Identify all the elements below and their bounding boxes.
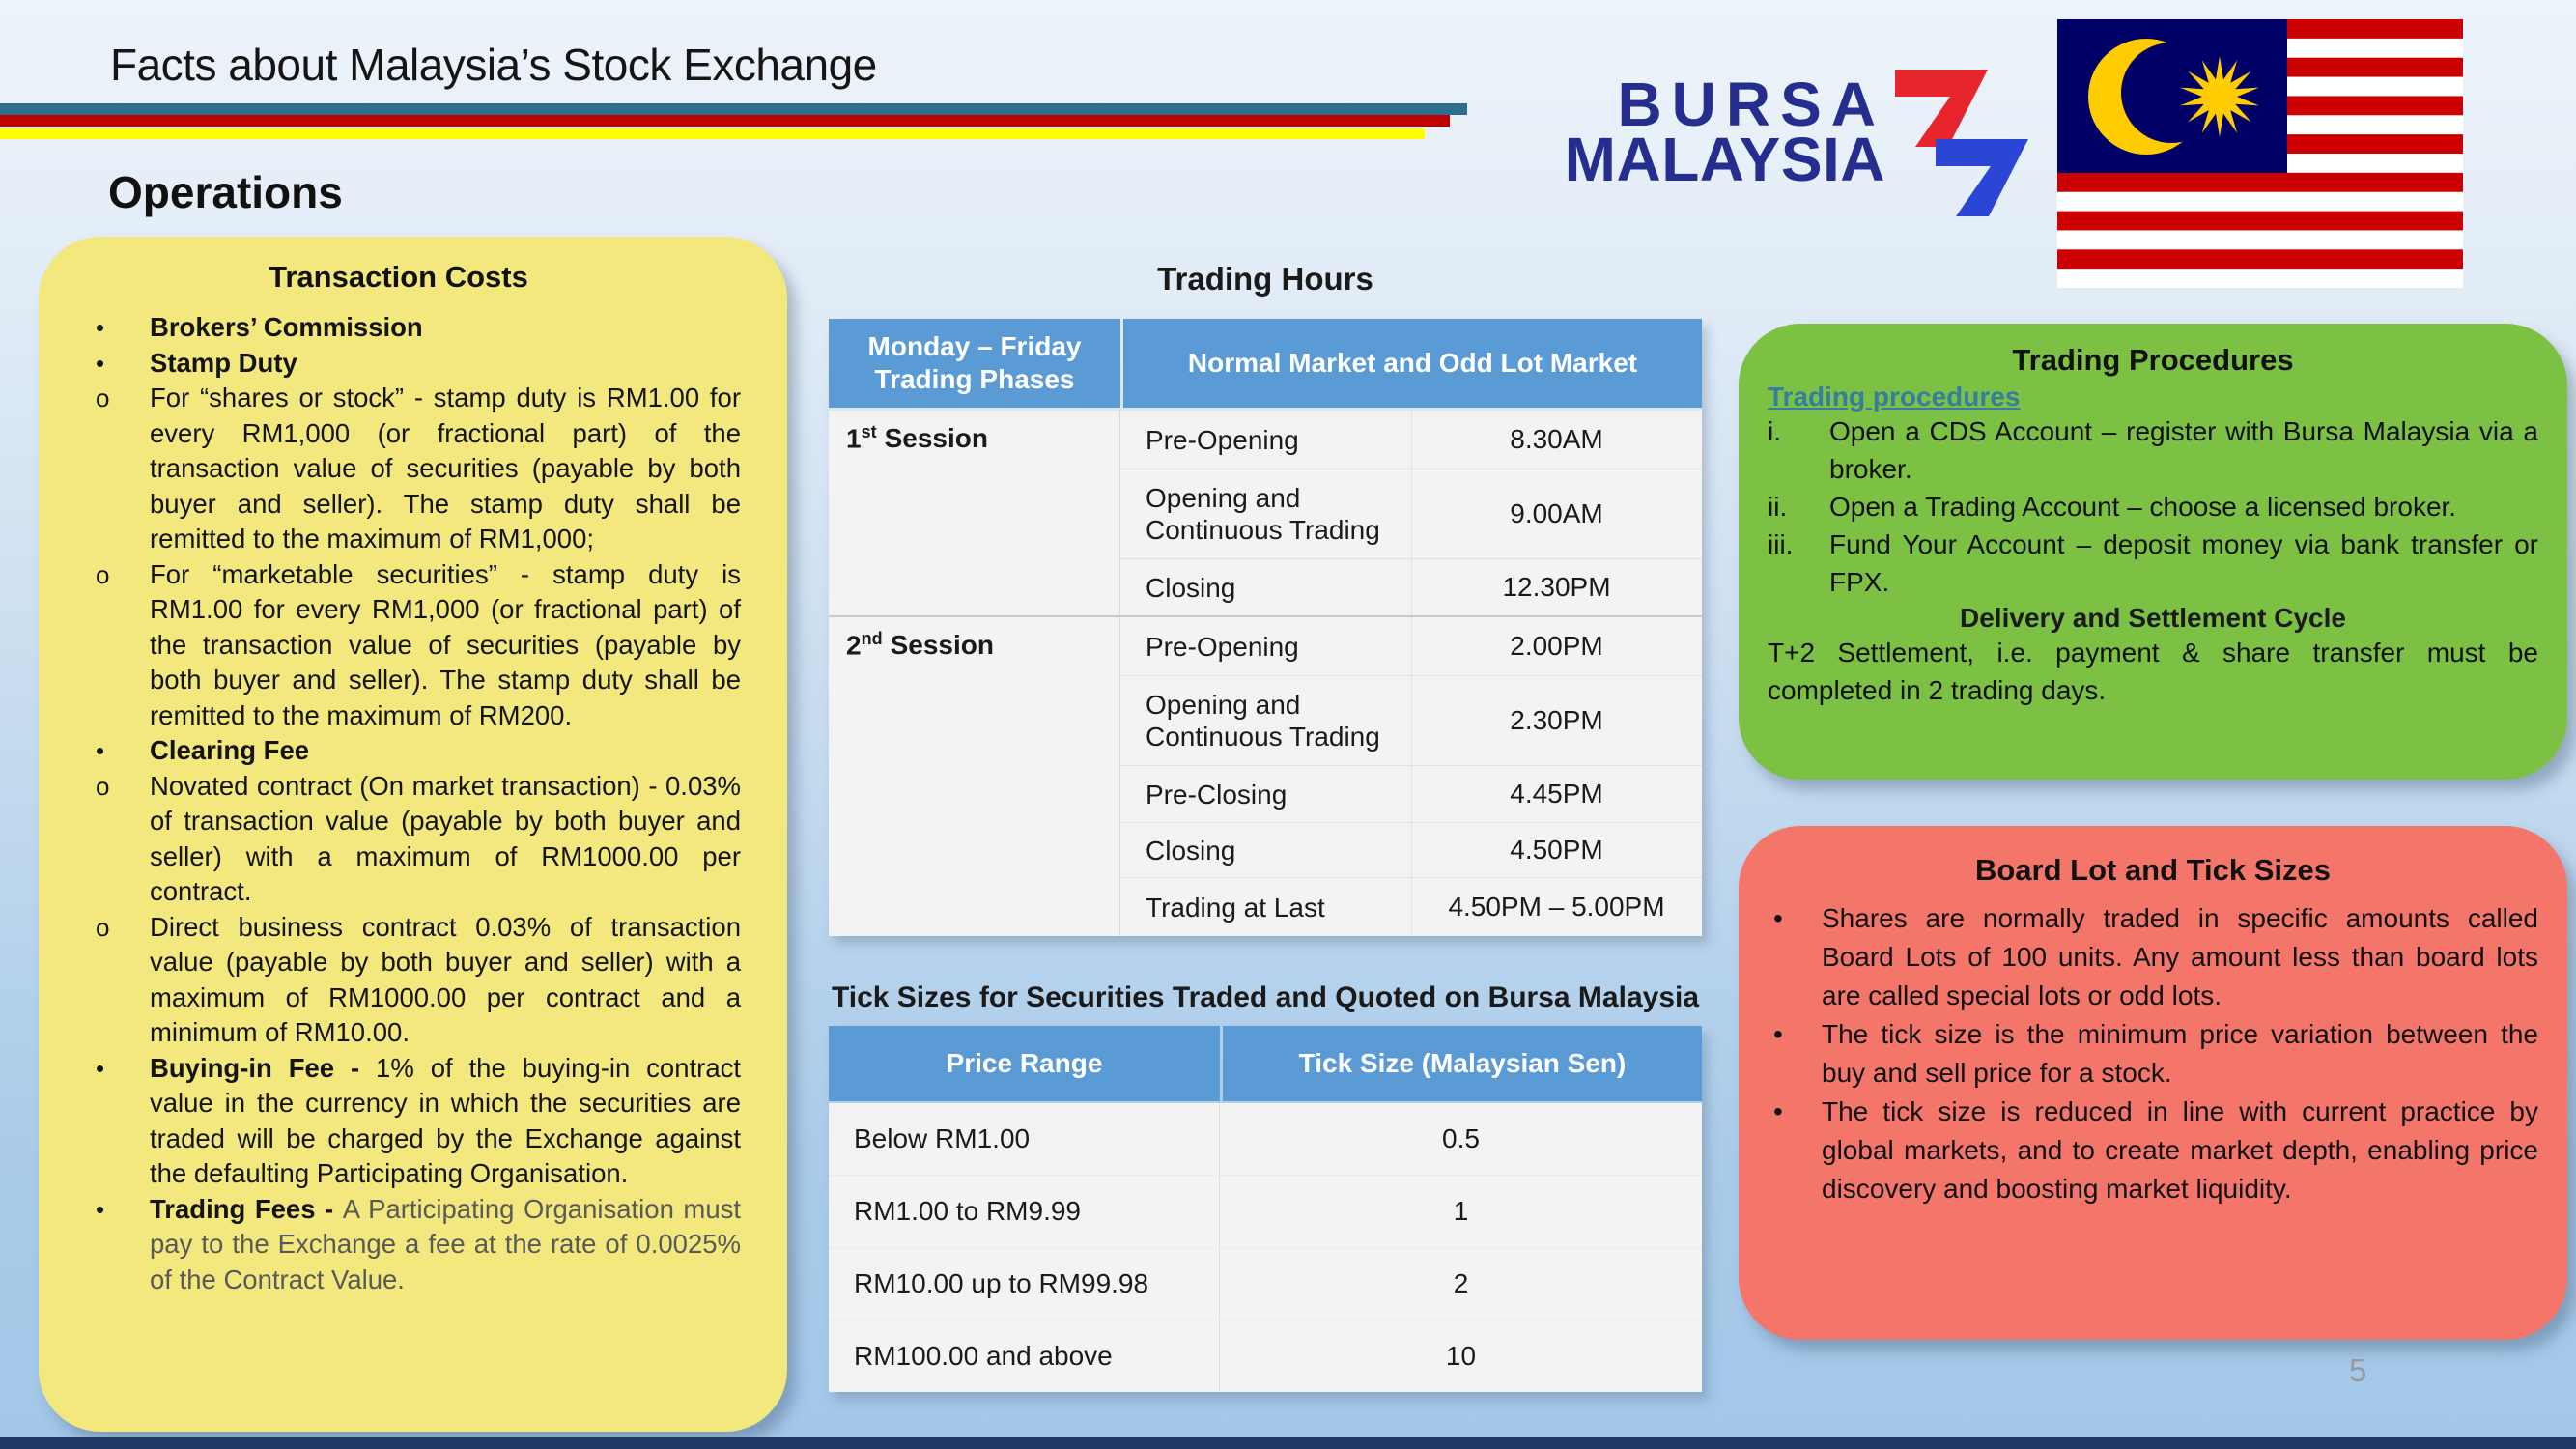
table-row: Trading at Last 4.50PM – 5.00PM	[1120, 877, 1702, 936]
list-item: • The tick size is reduced in line with current practice by global markets, and to create market depth, enabling price discovery and boosting market liquidity.	[1768, 1093, 2538, 1208]
board-lot-list	[1768, 899, 2538, 1208]
bullet-icon: •	[1773, 1019, 1783, 1049]
delivery-settlement-subheading: Delivery and Settlement Cycle	[1960, 603, 2346, 633]
session-2-group	[829, 615, 1702, 936]
table-row: Below RM1.00 0.5	[829, 1103, 1702, 1175]
circle-bullet-icon: o	[96, 912, 110, 942]
accent-stripe-teal	[0, 103, 1467, 115]
trading-hours-table	[829, 319, 1702, 936]
tick-sizes-table-header	[829, 1026, 1702, 1101]
table-row: Opening and Continuous Trading 9.00AM	[1120, 469, 1702, 558]
trading-hours-title: Trading Hours	[1157, 261, 1373, 297]
logo-word-malaysia: MALAYSIA	[1564, 125, 1885, 194]
list-item: • Stamp Duty	[92, 346, 741, 382]
transaction-costs-title: Transaction Costs	[269, 260, 528, 294]
list-item: • Trading Fees - A Participating Organisation must pay to the Exchange a fee at the rate of 0.0025% of the Contract Value.	[96, 1193, 742, 1294]
trading-procedures-box	[1739, 324, 2567, 780]
list-item: o Novated contract (On market transaction) - 0.03% of transaction value (payable by both buyer and seller) with a maximum of RM1000.00 per contract.	[96, 770, 741, 906]
tick-sizes-heading: Tick Sizes for Securities Traded and Quoted on Bursa Malaysia	[831, 981, 1700, 1013]
section-heading-operations: Operations	[108, 167, 343, 217]
trading-hours-table-body	[829, 411, 1702, 936]
column-header: Normal Market and Odd Lot Market	[1123, 319, 1702, 408]
session-cell: 1st Session	[829, 411, 1120, 615]
list-item: • The tick size is the minimum price variation between the buy and sell price for a stock.	[1768, 1015, 2538, 1093]
list-item: o Direct business contract 0.03% of transaction value (payable by both buyer and seller) with a maximum of RM1000.00 per contract and a minimum of RM10.00.	[96, 911, 741, 1047]
trading-procedures-link[interactable]: Trading procedures	[1768, 382, 2021, 412]
circle-bullet-icon: o	[96, 559, 110, 589]
circle-bullet-icon: o	[96, 771, 110, 801]
transaction-costs-box	[39, 237, 787, 1432]
table-row: Pre-Opening 2.00PM	[1120, 617, 1702, 675]
list-item: • Shares are normally traded in specific amounts called Board Lots of 100 units. Any amount less than board lots are called special lots or odd lots.	[1768, 899, 2538, 1015]
list-item: • Brokers’ Commission	[92, 310, 741, 346]
accent-stripe-red	[0, 115, 1450, 127]
board-lot-box	[1739, 826, 2567, 1340]
list-item: • Buying-in Fee - 1% of the buying-in contract value in the currency in which the securities are traded will be charged by the Exchange against the defaulting Participating Organisation.	[96, 1052, 741, 1188]
list-item: o For “shares or stock” - stamp duty is RM1.00 for every RM1,000 (or fractional part) of the transaction value of securities (payable by both buyer and seller). The stamp duty shall be remitted to the maximum of RM1,000;	[96, 383, 741, 554]
table-row: Pre-Closing 4.45PM	[1120, 765, 1702, 822]
page-title: Facts about Malaysia’s Stock Exchange	[110, 40, 877, 90]
procedure-step: iii. Fund Your Account – deposit money via bank transfer or FPX.	[1768, 529, 2538, 597]
logo-double-seven-icon	[1885, 64, 2040, 228]
bullet-icon: •	[96, 348, 105, 378]
board-lot-title: Board Lot and Tick Sizes	[1974, 853, 2332, 887]
table-row: RM1.00 to RM9.99 1	[829, 1175, 1702, 1247]
bursa-malaysia-logo-text	[1545, 70, 1885, 194]
session-1-group	[829, 411, 1702, 615]
procedure-step: ii. Open a Trading Account – choose a licensed broker.	[1768, 492, 2457, 522]
circle-bullet-icon: o	[96, 384, 110, 412]
table-row: Opening and Continuous Trading 2.30PM	[1120, 675, 1702, 765]
trading-hours-table-header	[829, 319, 1702, 408]
bullet-icon: •	[96, 1194, 105, 1224]
bullet-icon: •	[96, 313, 105, 342]
bullet-icon: •	[96, 1053, 105, 1083]
session-cell: 2nd Session	[829, 617, 1120, 936]
settlement-body-text: T+2 Settlement, i.e. payment & share transfer must be completed in 2 trading days.	[1768, 638, 2538, 705]
column-header: Monday – Friday Trading Phases	[829, 319, 1120, 408]
bursa-malaysia-logo	[1545, 70, 2048, 251]
trading-procedures-title: Trading Procedures	[2012, 343, 2294, 377]
column-header: Tick Size (Malaysian Sen)	[1223, 1026, 1702, 1101]
bullet-icon: •	[1773, 1096, 1783, 1126]
table-row: Closing 4.50PM	[1120, 822, 1702, 877]
malaysia-flag	[2057, 19, 2463, 288]
tick-sizes-table-body	[829, 1103, 1702, 1392]
logo-word-bursa: BURSA	[1617, 70, 1885, 139]
table-row: Pre-Opening 8.30AM	[1120, 411, 1702, 469]
table-row: RM100.00 and above 10	[829, 1320, 1702, 1392]
page-number: 5	[2349, 1352, 2367, 1388]
bullet-icon: •	[1773, 903, 1783, 933]
column-header: Price Range	[829, 1026, 1220, 1101]
accent-stripe-yellow	[0, 128, 1425, 139]
list-item: o For “marketable securities” - stamp duty is RM1.00 for every RM1,000 (or fractional part) of the transaction value of securities (payable by both buyer and seller). The stamp duty shall be remitted to the maximum of RM200.	[96, 558, 741, 730]
footer-bar	[0, 1437, 2576, 1449]
tick-sizes-table	[829, 1026, 1702, 1392]
list-item: • Clearing Fee	[92, 733, 741, 769]
bullet-icon: •	[96, 736, 105, 765]
transaction-costs-list	[39, 310, 787, 1297]
procedure-step: i. Open a CDS Account – register with Bursa Malaysia via a broker.	[1768, 416, 2538, 484]
table-row: RM10.00 up to RM99.98 2	[829, 1247, 1702, 1320]
table-row: Closing 12.30PM	[1120, 558, 1702, 615]
